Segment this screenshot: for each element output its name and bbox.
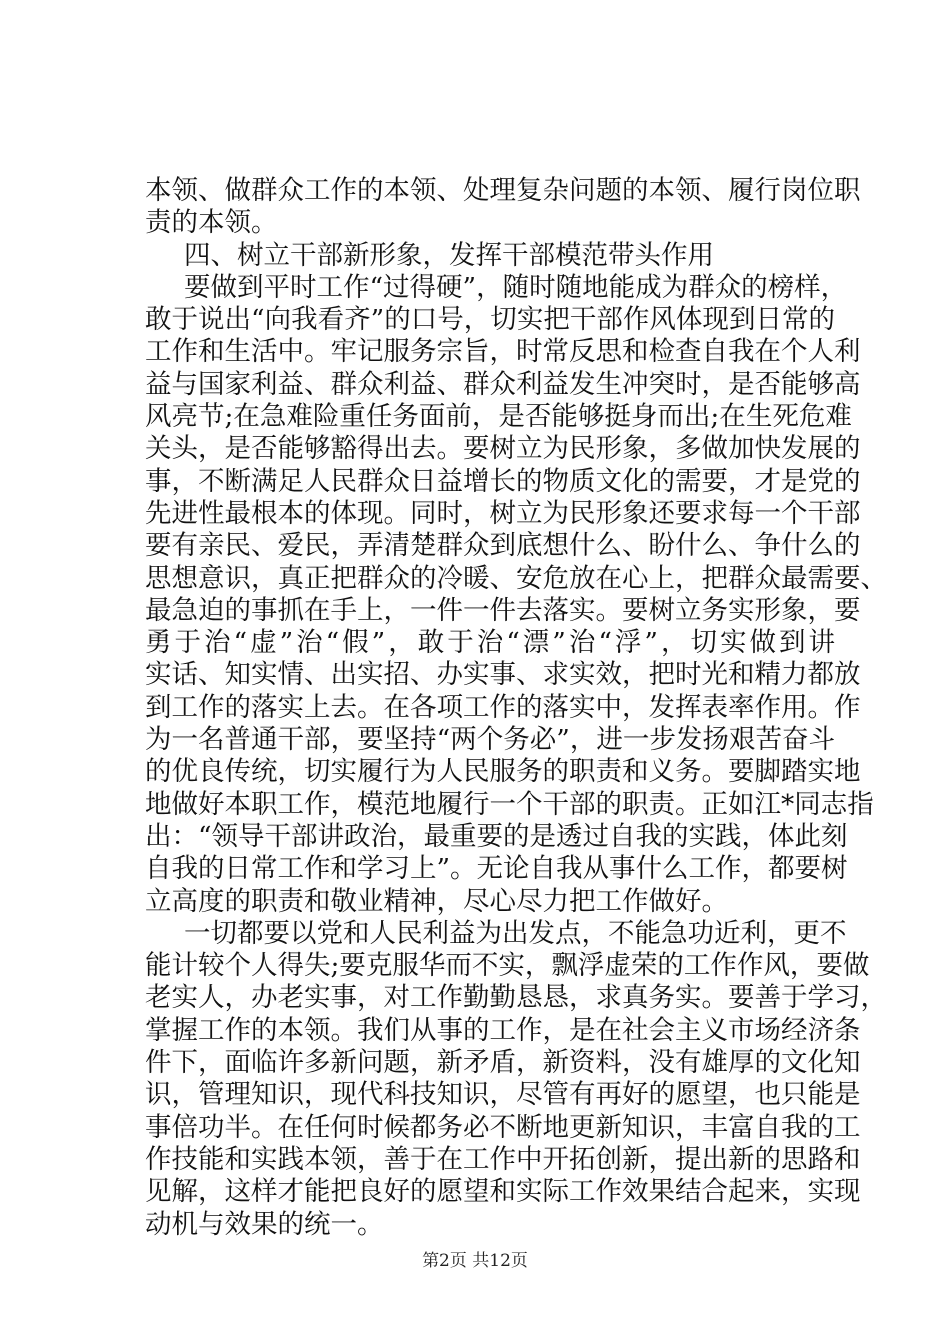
text-line: 识，管理知识，现代科技知识，尽管有再好的愿望，也只能是: [145, 1079, 861, 1111]
text-line: 要有亲民、爱民，弄清楚群众到底想什么、盼什么、争什么的: [145, 530, 861, 562]
text-line: 关头，是否能够豁得出去。要树立为民形象，多做加快发展的: [145, 433, 861, 465]
text-line: 到工作的落实上去。在各项工作的落实中，发挥表率作用。作: [145, 691, 861, 723]
text-line: 为一名普通干部，要坚持“两个务必”，进一步发扬艰苦奋斗: [145, 724, 835, 756]
text-line: 思想意识，真正把群众的冷暖、安危放在心上，把群众最需要、: [145, 562, 887, 594]
text-line: 的优良传统，切实履行为人民服务的职责和义务。要脚踏实地: [145, 756, 861, 788]
text-line: 先进性最根本的体现。同时，树立为民形象还要求每一个干部: [145, 497, 861, 529]
text-line: 动机与效果的统一。: [145, 1208, 384, 1240]
document-body: [145, 175, 887, 1241]
text-line: 风亮节;在急难险重任务面前，是否能够挺身而出;在生死危难: [145, 401, 852, 433]
text-line: 掌握工作的本领。我们从事的工作，是在社会主义市场经济条: [145, 1014, 861, 1046]
text-line: 本领、做群众工作的本领、处理复杂问题的本领、履行岗位职: [145, 175, 861, 206]
text-line: 责的本领。: [145, 207, 278, 239]
text-line: 事，不断满足人民群众日益增长的物质文化的需要，才是党的: [145, 465, 861, 497]
text-line: 地做好本职工作，模范地履行一个干部的职责。正如江*同志指: [145, 788, 874, 820]
page-footer: 第2页 共12页: [422, 1251, 528, 1271]
text-line: 实话、知实情、出实招、办实事、求实效，把时光和精力都放: [145, 659, 861, 691]
text-line: 能计较个人得失;要克服华而不实，飘浮虚荣的工作作风，要做: [145, 950, 870, 982]
text-line: 要做到平时工作“过得硬”，随时随地能成为群众的榜样，: [184, 271, 848, 303]
text-line: 见解，这样才能把良好的愿望和实际工作效果结合起来，实现: [145, 1176, 861, 1208]
text-line: 立高度的职责和敬业精神，尽心尽力把工作做好。: [145, 885, 728, 917]
text-line: 作技能和实践本领，善于在工作中开拓创新，提出新的思路和: [145, 1143, 861, 1175]
text-line: 益与国家利益、群众利益、群众利益发生冲突时，是否能够高: [145, 368, 861, 400]
text-line: 自我的日常工作和学习上”。无论自我从事什么工作，都要树: [145, 853, 848, 885]
text-line: 敢于说出“向我看齐”的口号，切实把干部作风体现到日常的: [145, 304, 835, 336]
text-line: 老实人，办老实事，对工作勤勤恳恳，求真务实。要善于学习，: [145, 982, 887, 1014]
text-line: 事倍功半。在任何时候都务必不断地更新知识，丰富自我的工: [145, 1111, 861, 1143]
section-heading: 四、树立干部新形象，发挥干部模范带头作用: [184, 239, 714, 271]
text-line: 一切都要以党和人民利益为出发点，不能急功近利，更不: [184, 917, 847, 949]
text-line: 出：“领导干部讲政治，最重要的是透过自我的实践，体此刻: [145, 820, 848, 852]
text-line: 工作和生活中。牢记服务宗旨，时常反思和检查自我在个人利: [145, 336, 861, 368]
text-line: 勇于治“虚”治“假”，敢于治“漂”治“浮”，切实做到讲: [145, 627, 835, 659]
text-line: 最急迫的事抓在手上，一件一件去落实。要树立务实形象，要: [145, 594, 861, 626]
text-line: 件下，面临许多新问题，新矛盾，新资料，没有雄厚的文化知: [145, 1047, 861, 1079]
